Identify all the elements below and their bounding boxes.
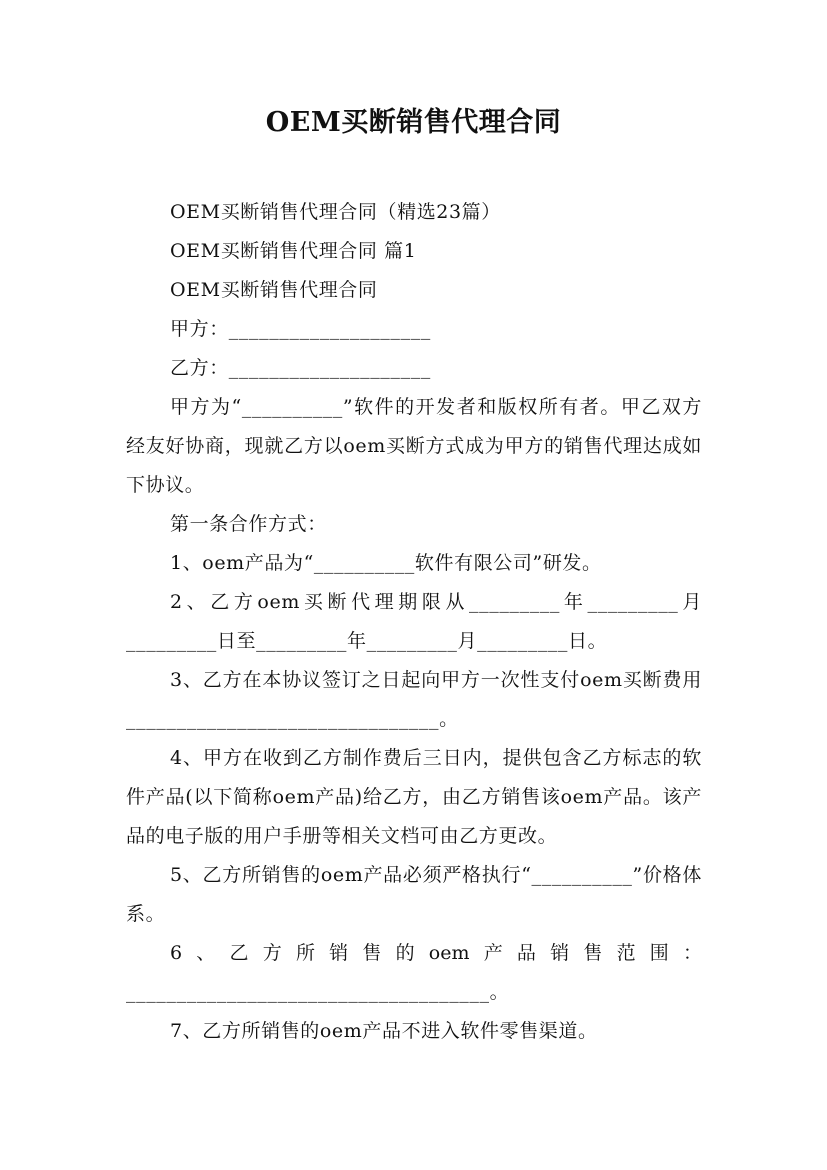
paragraph-subtitle: OEM买断销售代理合同（精选23篇） [170,201,501,223]
clause-2: 2、乙方oem买断代理期限从_________年_________月_________日至_________年_________月_________日。 [126,591,702,652]
document-body [126,193,702,1051]
clause-3: 3、乙方在本协议签订之日起向甲方一次性支付oem买断费用 _______________________________。 [126,669,702,730]
party-b-line: 乙方：____________________ [170,357,431,379]
paragraph-section-heading: OEM买断销售代理合同 篇1 [170,240,417,262]
party-a-line: 甲方：____________________ [170,318,431,340]
clause-4: 4、甲方在收到乙方制作费后三日内，提供包含乙方标志的软件产品(以下简称oem产品)给乙方，由乙方销售该oem产品。该产品的电子版的用户手册等相关文档可由乙方更改。 [126,747,702,847]
clause-6-blank: ____________________________________。 [126,981,510,1003]
clause-5: 5、乙方所销售的oem产品必须严格执行“__________”价格体系。 [126,864,702,925]
article-1-heading: 第一条合作方式： [170,513,327,535]
clause-6: 6、乙方所销售的oem产品销售范围： [170,942,702,964]
clause-1: 1、oem产品为“__________软件有限公司”研发。 [170,552,602,574]
document-title: OEM买断销售代理合同 [265,107,562,138]
clause-7: 7、乙方所销售的oem产品不进入软件零售渠道。 [170,1020,598,1042]
paragraph-preamble: 甲方为“__________”软件的开发者和版权所有者。甲乙双方经友好协商，现就乙方以oem买断方式成为甲方的销售代理达成如下协议。 [126,396,702,496]
paragraph-contract-name: OEM买断销售代理合同 [170,279,378,301]
